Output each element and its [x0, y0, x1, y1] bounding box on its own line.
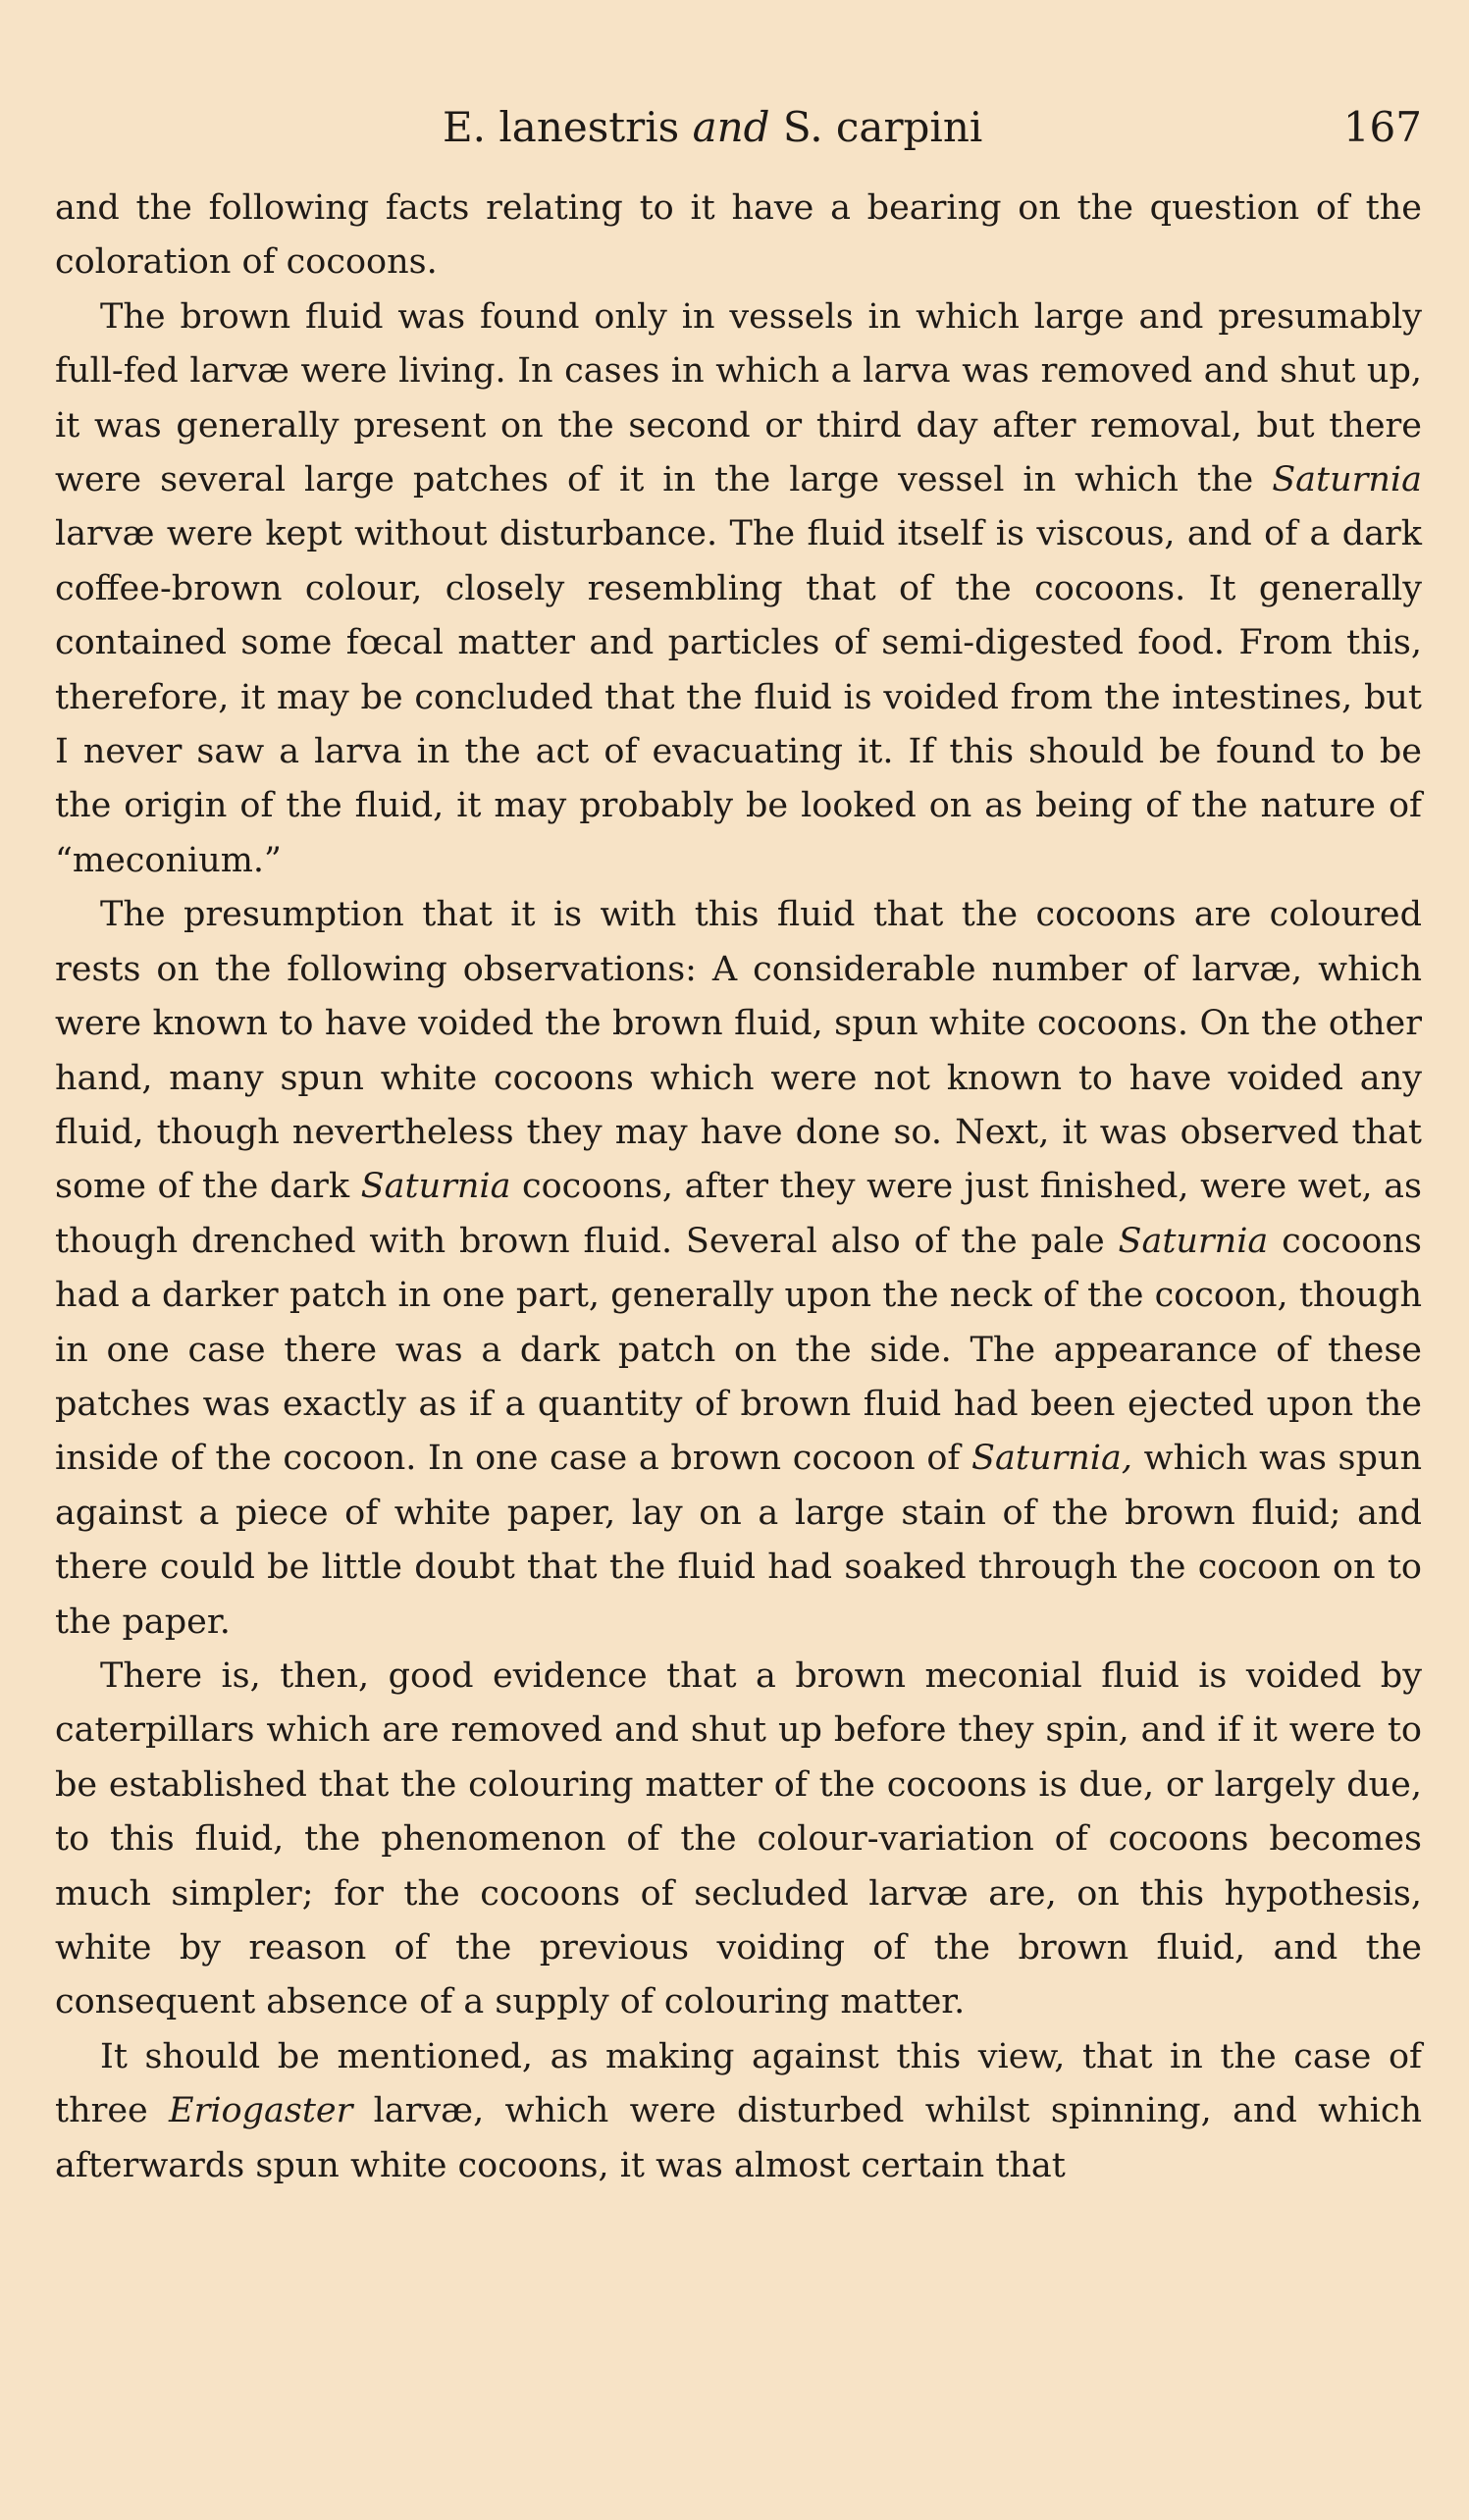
paragraph: [55, 1650, 1422, 2030]
italic-text: Saturnia: [1272, 460, 1422, 500]
italic-text: Saturnia,: [971, 1439, 1132, 1479]
running-head: [55, 93, 1422, 162]
text-run: larvæ, which were disturbed whilst spinning, and which afterwards spun white cocoons, it was almost certain that: [55, 2091, 1423, 2185]
paragraph: [55, 888, 1422, 1650]
paragraph: [55, 290, 1422, 888]
text-run: larvæ were kept without disturbance. The fluid itself is viscous, and of a dark coffee-brown colour, closely resembling that of the cocoons. It generally contained some fœcal matter and particles of semi-digested food. From this, therefore, it may be concluded that the fluid is voided from the intestines, but I never saw a larva in the act of evacuating it. If this should be found to be the origin of the fluid, it may probably be looked on as being of the nature of “meconium.”: [55, 514, 1422, 880]
page-number: 167: [1342, 103, 1422, 151]
running-title-part1: E. lanestris: [443, 103, 693, 151]
text-run: cocoons, after they were just finished, were wet, as though drenched with brown fluid. Several also of the pale: [55, 1167, 1422, 1261]
text-run: which was spun against a piece of white paper, lay on a large stain of the brown fluid; and there could be little doubt that the fluid had soaked through the cocoon on to the paper.: [55, 1439, 1423, 1642]
text-run: It should be mentioned, as making against this view, that in the case of three: [55, 2036, 1422, 2131]
running-title-italic: and: [692, 103, 770, 151]
body-text: [55, 182, 1422, 2193]
text-run: and the following facts relating to it have a bearing on the question of the coloration of cocoons.: [55, 188, 1422, 283]
italic-text: Eriogaster: [169, 2091, 353, 2131]
italic-text: Saturnia: [360, 1167, 511, 1207]
paragraph: [55, 182, 1422, 290]
italic-text: Saturnia: [1118, 1221, 1269, 1261]
text-run: There is, then, good evidence that a brown meconial fluid is voided by caterpillars which are removed and shut up before they spin, and if it were to be established that the colouring matter of the cocoons is due, or largely due, to this fluid, the phenomenon of the colour-variation of cocoons becomes much simpler; for the cocoons of secluded larvæ are, on this hypothesis, white by reason of the previous voiding of the brown fluid, and the consequent absence of a supply of colouring matter.: [55, 1655, 1422, 2022]
text-run: cocoons had a darker patch in one part, generally upon the neck of the cocoon, though in one case there was a dark patch on the side. The appearance of these patches was exactly as if a quantity of brown fluid had been ejected upon the inside of the cocoon. In one case a brown cocoon of: [55, 1221, 1422, 1479]
text-run: The presumption that it is with this fluid that the cocoons are coloured rests on the following observations: A considerable number of larvæ, which were known to have voided the brown fluid, spun white cocoons. On the other hand, many spun white cocoons which were not known to have voided any fluid, though nevertheless they may have done so. Next, it was observed that some of the dark: [55, 895, 1422, 1207]
paragraph: [55, 2030, 1422, 2193]
running-title-part2: S. carpini: [769, 103, 983, 151]
running-title: [443, 93, 982, 162]
text-run: The brown fluid was found only in vessels in which large and presumably full-fed larvæ were living. In cases in which a larva was removed and shut up, it was generally present on the second or third day after removal, but there were several large patches of it in the large vessel in which the: [55, 296, 1422, 500]
